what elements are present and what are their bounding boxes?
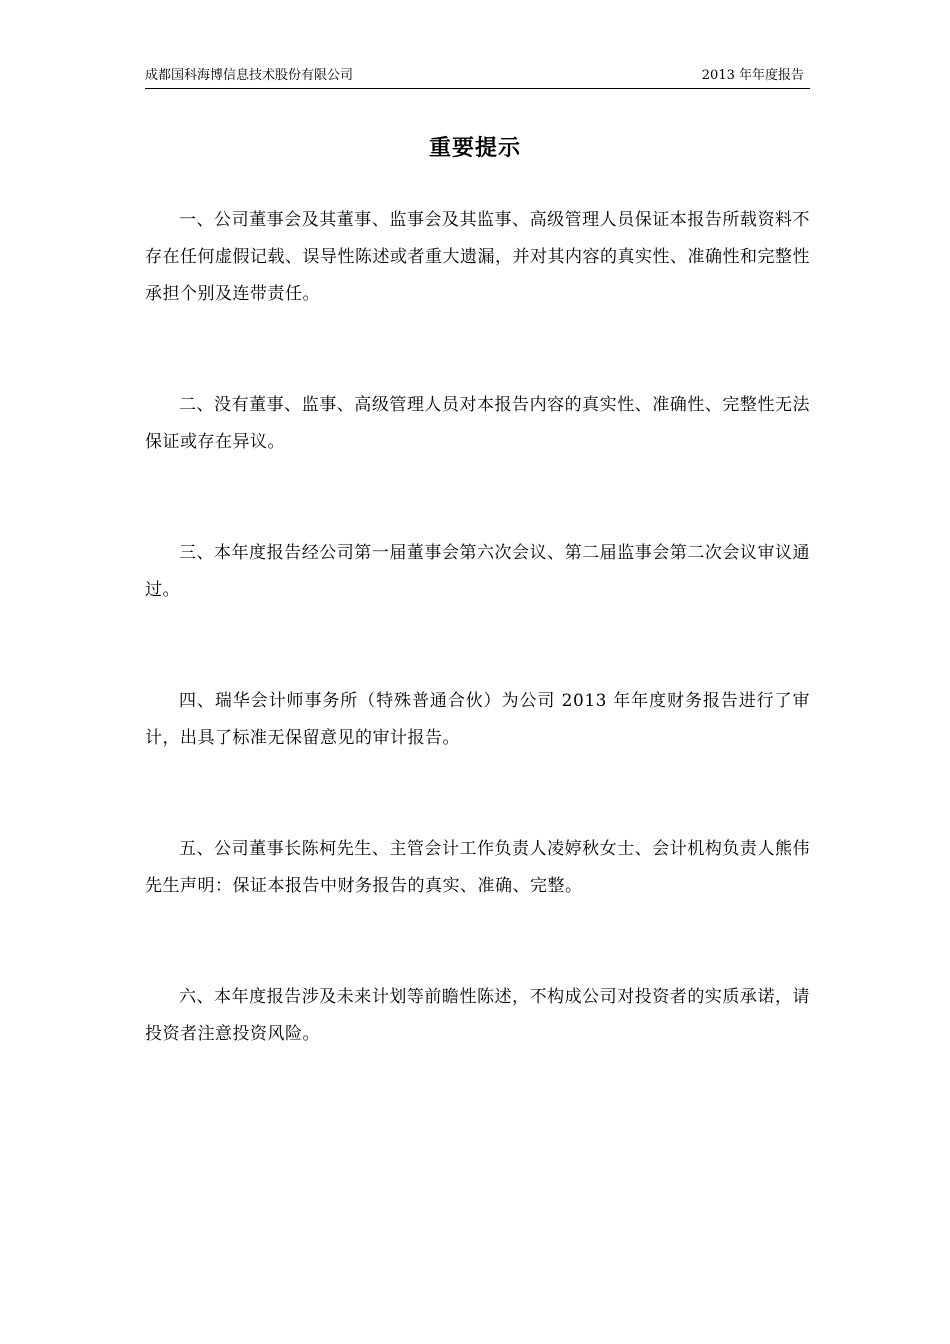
- header-report-label: 2013 年年度报告: [701, 68, 804, 83]
- notice-item-1: 一、公司董事会及其董事、监事会及其监事、高级管理人员保证本报告所载资料不存在任何虚假记载、误导性陈述或者重大遗漏，并对其内容的真实性、准确性和完整性承担个别及连带责任。: [145, 210, 810, 304]
- page-header: [145, 66, 810, 89]
- notice-item-3: 三、本年度报告经公司第一届董事会第六次会议、第二届监事会第二次会议审议通过。: [145, 543, 810, 600]
- header-company-name: 成都国科海博信息技术股份有限公司: [145, 68, 354, 83]
- notice-list: [145, 202, 810, 1127]
- document-title: 重要提示: [428, 136, 521, 161]
- notice-item-5: 五、公司董事长陈柯先生、主管会计工作负责人凌婷秋女士、会计机构负责人熊伟先生声明：保证本报告中财务报告的真实、准确、完整。: [145, 839, 810, 896]
- notice-item-4: 四、瑞华会计师事务所（特殊普通合伙）为公司 2013 年年度财务报告进行了审计，出具了标准无保留意见的审计报告。: [145, 691, 810, 748]
- notice-item-2: 二、没有董事、监事、高级管理人员对本报告内容的真实性、准确性、完整性无法保证或存在异议。: [145, 395, 810, 452]
- notice-item-6: 六、本年度报告涉及未来计划等前瞻性陈述，不构成公司对投资者的实质承诺，请投资者注意投资风险。: [145, 987, 810, 1044]
